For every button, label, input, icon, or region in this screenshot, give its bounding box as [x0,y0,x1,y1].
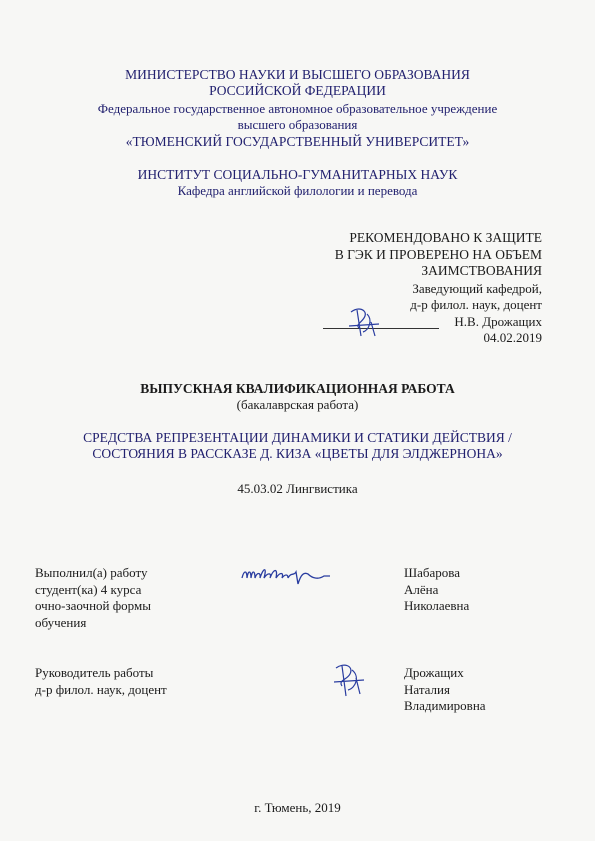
ministry-line-1: МИНИСТЕРСТВО НАУКИ И ВЫСШЕГО ОБРАЗОВАНИЯ [125,67,470,82]
supervisor-last-name: Дрожащих [404,665,464,680]
supervisor-label-2: д-р филол. наук, доцент [35,682,167,697]
topic-line-2: СОСТОЯНИЯ В РАССКАЗЕ Д. КИЗА «ЦВЕТЫ ДЛЯ ЭЛДЖЕРНОНА» [92,446,503,461]
student-label-1: Выполнил(а) работу [35,565,148,580]
approval-signer: Н.В. Дрожащих [454,314,542,329]
student-label-4: обучения [35,615,87,630]
student-last-name: Шабарова [404,565,461,580]
work-title: ВЫПУСКНАЯ КВАЛИФИКАЦИОННАЯ РАБОТА [140,381,455,396]
supervisor-label-1: Руководитель работы [35,665,154,680]
institution-line-2: высшего образования [237,117,358,132]
supervisor-patronymic: Владимировна [404,698,486,713]
institute-name: ИНСТИТУТ СОЦИАЛЬНО-ГУМАНИТАРНЫХ НАУК [137,167,458,182]
specialty: 45.03.02 Лингвистика [237,481,358,496]
approval-line-3: ЗАИМСТВОВАНИЯ [421,263,542,278]
head-signature [345,302,385,342]
approval-date: 04.02.2019 [483,330,542,345]
work-subtitle: (бакалаврская работа) [236,397,359,412]
university-name: «ТЮМЕНСКИЙ ГОСУДАРСТВЕННЫЙ УНИВЕРСИТЕТ» [125,134,470,149]
institution-line-1: Федеральное государственное автономное образовательное учреждение [97,101,498,116]
approval-line-1: РЕКОМЕНДОВАНО К ЗАЩИТЕ [349,230,542,245]
ministry-line-2: РОССИЙСКОЙ ФЕДЕРАЦИИ [209,83,386,98]
department-name: Кафедра английской филологии и перевода [177,183,418,198]
topic-line-1: СРЕДСТВА РЕПРЕЗЕНТАЦИИ ДИНАМИКИ И СТАТИКИ ДЕЙСТВИЯ / [83,430,512,445]
approval-line-2: В ГЭК И ПРОВЕРЕНО НА ОБЪЕМ [334,247,542,262]
approval-head-degree: д-р филол. наук, доцент [410,297,542,312]
student-label-3: очно-заочной формы [35,598,151,613]
supervisor-first-name: Наталия [404,682,450,697]
city-year: г. Тюмень, 2019 [254,800,341,815]
student-patronymic: Николаевна [404,598,470,613]
student-first-name: Алёна [404,582,439,597]
student-label-2: студент(ка) 4 курса [35,582,142,597]
supervisor-signature [330,660,370,700]
student-signature [238,562,348,588]
approval-head-title: Заведующий кафедрой, [412,281,542,296]
